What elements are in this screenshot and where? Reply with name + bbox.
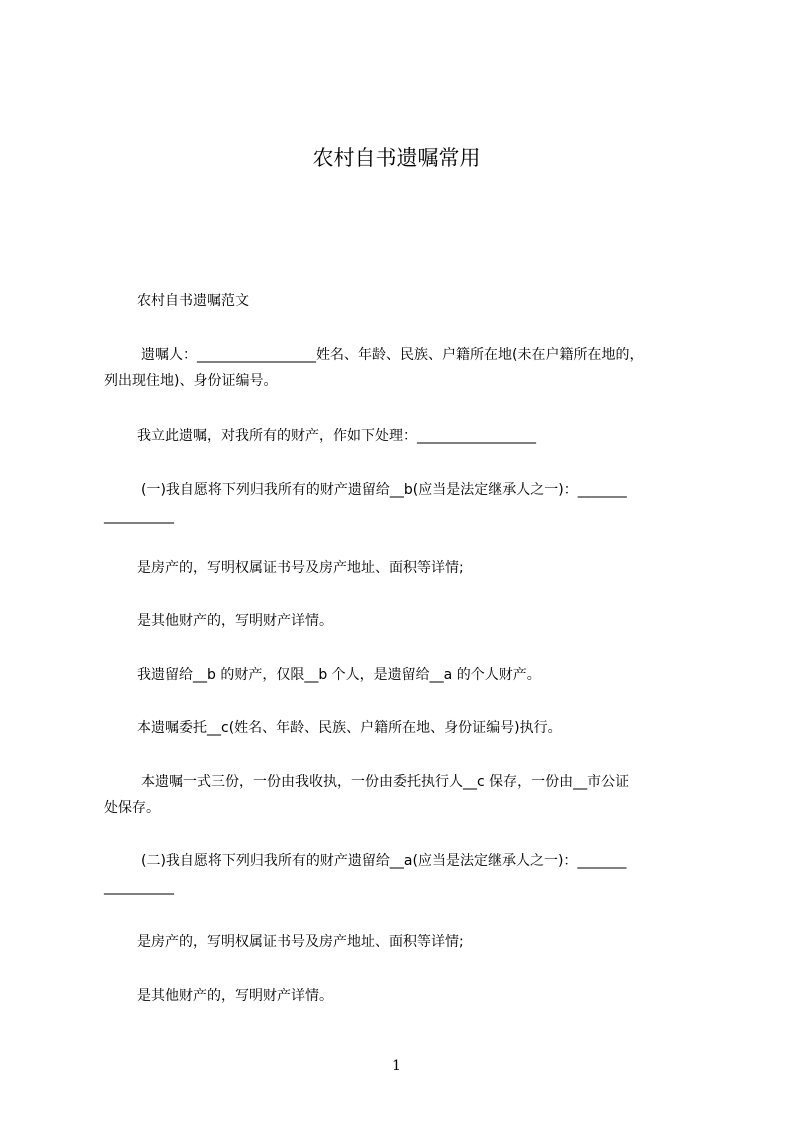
paragraph-line: (二)我自愿将下列归我所有的财产遗留给__a(应当是法定继承人之一)：_______ xyxy=(141,853,627,869)
paragraph-line: 是其他财产的，写明财产详情。 xyxy=(137,613,333,629)
paragraph-line: 本遗嘱委托__c(姓名、年龄、民族、户籍所在地、身份证编号)执行。 xyxy=(137,720,562,736)
paragraph-clause-one xyxy=(104,477,702,529)
paragraph-copies xyxy=(104,769,702,821)
paragraph-line: 处保存。 xyxy=(104,800,160,816)
paragraph-declaration xyxy=(104,423,702,449)
document-title: 农村自书遗嘱常用 xyxy=(312,146,481,170)
paragraph-line: 遗嘱人：_________________姓名、年龄、民族、户籍所在地(未在户籍所在地的， xyxy=(141,347,644,363)
paragraph-line: 我立此遗嘱，对我所有的财产，作如下处理：_________________ xyxy=(137,428,536,444)
paragraph-line: 农村自书遗嘱范文 xyxy=(137,293,249,309)
paragraph-other-property xyxy=(104,608,702,634)
page-number: 1 xyxy=(392,1058,401,1074)
paragraph-line: 是其他财产的，写明财产详情。 xyxy=(137,988,333,1004)
paragraph-real-estate-2 xyxy=(104,929,702,955)
paragraph-heading xyxy=(104,288,702,314)
paragraph-line: __________ xyxy=(104,879,174,895)
paragraph-line: __________ xyxy=(104,508,174,524)
paragraph-line: 列出现住地)、身份证编号。 xyxy=(104,373,278,389)
paragraph-real-estate xyxy=(104,555,702,581)
paragraph-line: 我遗留给__b 的财产，仅限__b 个人，是遗留给__a 的个人财产。 xyxy=(137,667,541,683)
paragraph-line: (一)我自愿将下列归我所有的财产遗留给__b(应当是法定继承人之一)：_______ xyxy=(141,482,627,498)
paragraph-other-property-2 xyxy=(104,983,702,1009)
paragraph-personal-property xyxy=(104,662,702,688)
paragraph-line: 本遗嘱一式三份，一份由我收执，一份由委托执行人__c 保存，一份由__市公证 xyxy=(141,774,630,790)
paragraph-testator xyxy=(104,342,702,394)
paragraph-clause-two xyxy=(104,848,702,900)
paragraph-line: 是房产的，写明权属证书号及房产地址、面积等详情; xyxy=(137,934,464,950)
paragraph-executor xyxy=(104,715,702,741)
paragraph-line: 是房产的，写明权属证书号及房产地址、面积等详情; xyxy=(137,560,464,576)
